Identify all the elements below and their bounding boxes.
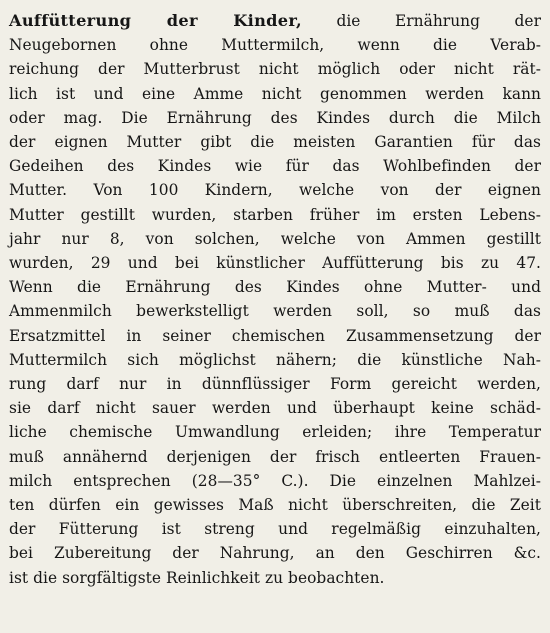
article-line-18: liche chemische Umwandlung erleiden; ihre Temperatur [9,423,541,442]
article-line-6: der eignen Mutter gibt die meisten Garantien für das [9,133,541,152]
article-line-4: lich ist und eine Amme nicht genommen werden kann [9,84,541,103]
article-line-22: der Fütterung ist streng und regelmäßig einzuhalten, [9,520,541,539]
article-line-15: Muttermilch sich möglichst nähern; die künstliche Nah- [9,350,541,369]
article-line-10: jahr nur 8, von solchen, welche von Ammen gestillt [9,229,541,248]
article-line-9: Mutter gestillt wurden, starben früher im ersten Lebens- [9,205,541,224]
article-line-12: Wenn die Ernährung des Kindes ohne Mutter- und [9,278,541,297]
article-line-14: Ersatzmittel in seiner chemischen Zusammensetzung der [9,326,541,345]
article-line-17: sie darf nicht sauer werden und überhaupt keine schäd- [9,399,541,418]
article-line-19: muß annähernd derjenigen der frisch entleerten Frauen- [9,447,541,466]
article-line-23: bei Zubereitung der Nahrung, an den Geschirren &c. [9,544,541,563]
article-line-2: Neugebornen ohne Muttermilch, wenn die Verab- [9,36,541,55]
article-line-7: Gedeihen des Kindes wie für das Wohlbefinden der [9,157,541,176]
article-headword: Auffütterung der Kinder, [9,11,302,30]
article-line-16: rung darf nur in dünnflüssiger Form gereicht werden, [9,375,541,394]
article-line-13: Ammenmilch bewerkstelligt werden soll, so muß das [9,302,541,321]
article-line-11: wurden, 29 und bei künstlicher Auffütterung bis zu 47. [9,254,541,273]
article-line-3: reichung der Mutterbrust nicht möglich oder nicht rät- [9,60,541,79]
article-text [9,9,541,590]
article-line-1-text: die Ernährung der [336,12,541,30]
article-line-1 [9,9,541,33]
article-line-8: Mutter. Von 100 Kindern, welche von der eignen [9,181,541,200]
article-line-24: ist die sorgfältigste Reinlichkeit zu beobachten. [9,568,385,587]
article-line-21: ten dürfen ein gewisses Maß nicht überschreiten, die Zeit [9,496,541,515]
article-line-20: milch entsprechen (28—35° C.). Die einzelnen Mahlzei- [9,471,541,490]
article-line-5: oder mag. Die Ernährung des Kindes durch die Milch [9,108,541,127]
